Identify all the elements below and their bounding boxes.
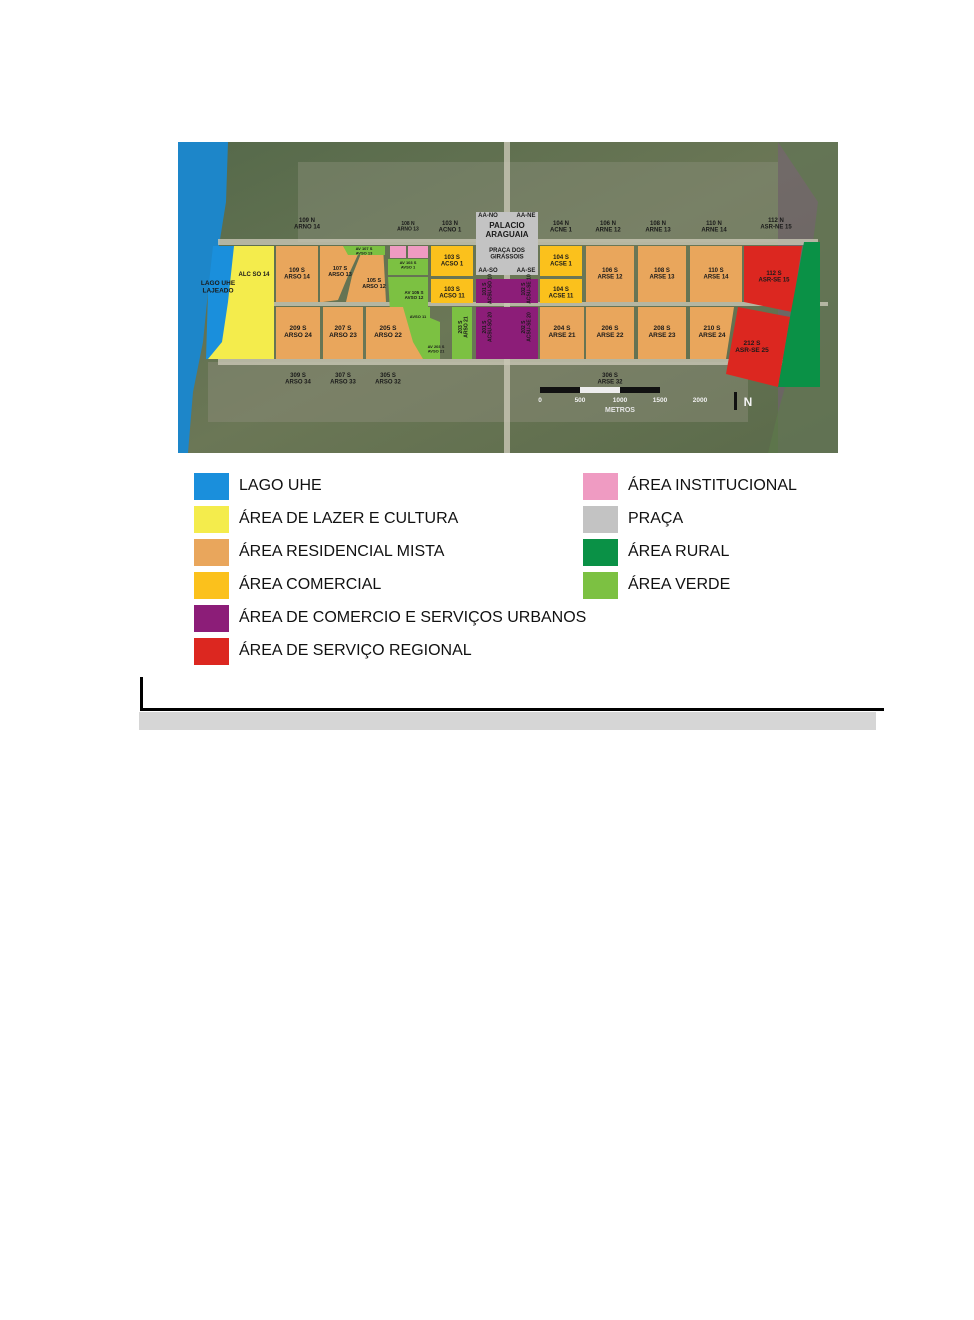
label-line: AV 103 S <box>399 260 417 265</box>
label-line: AA-NE <box>516 213 536 219</box>
label-line: AVSO 21 <box>427 348 445 354</box>
label-line: ACSE 1 <box>550 261 572 268</box>
legend-swatch <box>194 572 229 599</box>
caption-bar <box>139 712 876 730</box>
label-line: ACSU-SE 20 <box>526 312 533 342</box>
label-line: 103 S <box>444 255 460 261</box>
label-aa_ne <box>517 213 536 219</box>
label-line: 108 N <box>649 221 667 227</box>
legend-item <box>583 505 683 533</box>
label-av11 <box>410 314 427 319</box>
label-aa_so <box>478 268 498 274</box>
legend-item <box>583 538 729 566</box>
label-alc <box>238 272 270 278</box>
label-line: AV 107 S <box>355 246 373 251</box>
label-line: 206 S <box>601 325 619 332</box>
label-line: 109 N <box>298 218 316 224</box>
label-line: PRAÇA DOS <box>489 248 525 254</box>
scale-bar-white <box>580 387 620 393</box>
label-line: GIRASSOIS <box>490 254 524 261</box>
label-line: 103 S <box>444 287 460 293</box>
legend-swatch <box>583 473 618 500</box>
scale-tick-label: 500 <box>574 397 586 404</box>
legend-swatch <box>194 638 229 665</box>
label-line: 202 S <box>521 320 527 334</box>
label-line: 209 S <box>289 325 307 332</box>
legend-item <box>194 472 322 500</box>
label-line: ARSO 33 <box>330 379 356 386</box>
label-line: 307 S <box>335 373 351 379</box>
legend-item <box>194 538 444 566</box>
legend-label: LAGO UHE <box>239 477 322 494</box>
label-line: 106 S <box>602 268 618 274</box>
label-line: 309 S <box>290 373 306 379</box>
label-line: 109 S <box>289 268 305 274</box>
label-line: 305 S <box>380 373 396 379</box>
label-line: 205 S <box>379 325 397 332</box>
label-line: ACSU-SO 20 <box>487 311 494 343</box>
label-line: ASR-SE 25 <box>735 347 769 355</box>
institutional-b <box>408 246 428 258</box>
label-line: AV 203 S <box>427 344 445 349</box>
legend-swatch <box>194 539 229 566</box>
label-line: 207 S <box>334 325 352 332</box>
label-line: ARNO 14 <box>293 224 321 231</box>
scale-tick-label: 0 <box>538 397 542 404</box>
legend-swatch <box>194 473 229 500</box>
label-line: ARSE 21 <box>548 332 576 340</box>
label-praca <box>489 248 525 261</box>
label-line: 104 N <box>552 221 570 227</box>
label-av107 <box>356 246 373 255</box>
label-line: 106 N <box>599 221 617 227</box>
label-line: 102 S <box>521 282 527 296</box>
label-line: ACSU-SO 10 <box>487 273 494 305</box>
label-line: ARSE 12 <box>597 274 623 281</box>
label-line: AVSO 1 <box>400 264 416 270</box>
label-line: 104 S <box>553 255 569 261</box>
label-line: 208 S <box>653 325 671 332</box>
label-line: AV 105 S <box>404 290 424 295</box>
legend-item <box>194 637 472 665</box>
label-line: ALC SO 14 <box>238 272 270 278</box>
label-line: LAGO UHE <box>200 280 236 287</box>
north-arrow <box>734 392 737 410</box>
label-line: 108 N <box>401 221 415 227</box>
label-line: ACNO 1 <box>438 227 462 234</box>
label-av203 <box>428 344 445 353</box>
label-line: ACNE 1 <box>549 227 573 234</box>
label-line: ARSE 13 <box>649 274 675 281</box>
label-line: ARSE 14 <box>703 274 729 281</box>
scale-tick-label: 1000 <box>612 397 628 404</box>
legend-label: ÁREA DE COMERCIO E SERVIÇOS URBANOS <box>239 609 587 626</box>
label-line: 110 N <box>706 221 722 227</box>
label-line: LAJEADO <box>202 287 234 295</box>
label-line: 110 S <box>708 268 724 274</box>
label-line: 306 S <box>602 373 618 379</box>
label-line: ARNE 14 <box>701 227 727 234</box>
label-line: AA-SE <box>516 268 536 274</box>
legend-label: ÁREA DE LAZER E CULTURA <box>239 510 459 527</box>
label-line: ARSO 14 <box>284 274 310 281</box>
label-line: ASR-SE 15 <box>758 277 790 284</box>
label-line: ARSE 22 <box>596 332 624 340</box>
legend-swatch <box>194 506 229 533</box>
label-line: AA-NO <box>478 213 498 219</box>
label-line: 112 N <box>768 218 784 224</box>
label-line: AVSO 13 <box>355 250 373 256</box>
label-line: 101 S <box>482 282 488 296</box>
label-line: 105 S <box>366 278 382 284</box>
label-line: 112 S <box>766 271 782 277</box>
label-aa_se <box>517 268 536 274</box>
label-line: AVSO 12 <box>404 294 424 300</box>
legend-item <box>583 571 730 599</box>
label-line: 212 S <box>743 340 761 347</box>
frame-line-vertical <box>140 677 143 711</box>
label-line: PALACIO <box>489 221 525 230</box>
legend-label: ÁREA RESIDENCIAL MISTA <box>239 543 445 560</box>
label-line: ACSU-SE 10 <box>526 274 533 304</box>
label-line: ARSO 24 <box>284 332 312 340</box>
scale-unit: METROS <box>605 407 635 414</box>
north-label: N <box>743 395 753 409</box>
legend-label: ÁREA INSTITUCIONAL <box>628 477 797 494</box>
label-line: ARSO 22 <box>374 332 402 340</box>
legend-swatch <box>583 572 618 599</box>
label-line: 204 S <box>553 325 571 332</box>
legend-item <box>194 505 458 533</box>
label-palace <box>485 221 528 239</box>
label-line: ARSO 21 <box>463 316 470 338</box>
city-zoning-map <box>178 142 838 453</box>
label-lake <box>201 280 236 295</box>
label-line: ASR-NE 15 <box>760 224 792 231</box>
legend-item <box>194 604 586 632</box>
label-line: ARSO 13 <box>328 272 352 279</box>
label-line: ARSO 32 <box>375 379 401 386</box>
label-line: ARSO 23 <box>329 332 357 340</box>
legend-item <box>583 472 797 500</box>
label-line: ARSO 34 <box>285 379 311 386</box>
label-line: ARSE 32 <box>597 379 623 386</box>
scale-tick-label: 2000 <box>692 397 708 404</box>
label-line: ARNE 13 <box>645 227 671 234</box>
legend-label: PRAÇA <box>628 510 684 527</box>
legend-item <box>194 571 381 599</box>
label-line: 210 S <box>703 325 721 332</box>
label-line: ACSO 11 <box>439 293 465 300</box>
scale-bar-black-2 <box>620 387 660 393</box>
legend-label: ÁREA DE SERVIÇO REGIONAL <box>239 642 472 659</box>
satellite-urban-south <box>208 362 748 422</box>
label-line: ARNE 12 <box>595 227 621 234</box>
label-line: 201 S <box>482 320 488 334</box>
scale-bar-black-1 <box>540 387 580 393</box>
label-line: ARAGUAIA <box>485 229 529 239</box>
scale-tick-label: 1500 <box>652 397 668 404</box>
label-line: 104 S <box>553 287 569 293</box>
label-line: AA-SO <box>478 268 498 274</box>
legend-swatch <box>583 506 618 533</box>
label-line: ARSE 24 <box>698 332 726 340</box>
label-aa_no <box>478 213 498 219</box>
institutional-a <box>390 246 406 258</box>
legend-label: ÁREA RURAL <box>628 543 730 560</box>
label-line: AVSO 11 <box>409 314 427 319</box>
label-line: 107 S <box>332 266 348 272</box>
legend-label: ÁREA COMERCIAL <box>239 576 382 593</box>
label-line: ACSE 11 <box>548 293 574 300</box>
legend-swatch <box>583 539 618 566</box>
label-line: ARSO 12 <box>362 284 386 291</box>
label-line: 108 S <box>654 268 670 274</box>
label-line: 203 S <box>458 320 464 334</box>
label-av105 <box>405 290 424 300</box>
label-av103 <box>400 260 417 269</box>
frame-line-horizontal <box>140 708 884 711</box>
label-line: ARSE 23 <box>648 332 676 340</box>
legend-label: ÁREA VERDE <box>628 576 731 593</box>
label-line: ACSO 1 <box>440 261 464 268</box>
label-line: ARNO 13 <box>397 226 419 233</box>
legend-swatch <box>194 605 229 632</box>
label-line: 103 N <box>441 221 459 227</box>
